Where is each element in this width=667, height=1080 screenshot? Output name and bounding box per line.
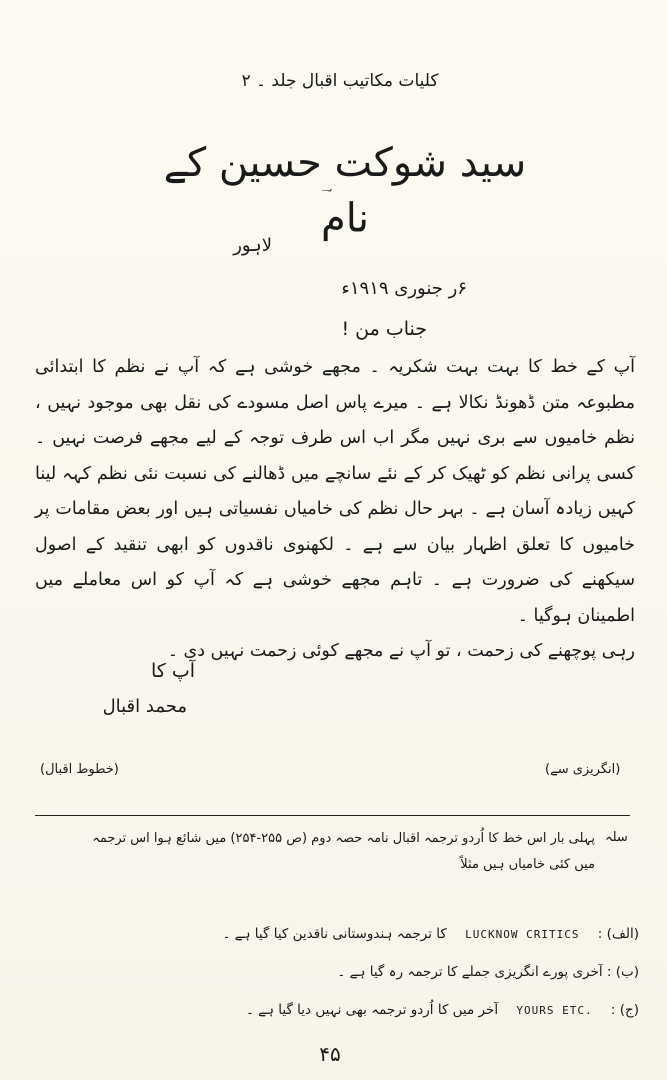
- footnote-divider: [35, 815, 630, 816]
- source-note-translation: (انگریزی سے): [545, 762, 621, 777]
- source-note-book: (خطوط اقبال): [40, 762, 119, 777]
- letter-place: لاہور: [233, 235, 272, 256]
- footnote-item-label: (الف) :: [597, 926, 639, 942]
- footnote-item-label: (ب) :: [606, 964, 639, 980]
- footnote-item-text: آخر میں کا اُردو ترجمہ بھی نہیں دیا گیا ہے ۔: [245, 1002, 499, 1018]
- page-number: ۴۵: [319, 1042, 341, 1066]
- footnote-item-text: کا ترجمہ ہندوستانی ناقدین کیا گیا ہے ۔: [222, 926, 447, 942]
- footnote-item-english: YOURS ETC.: [516, 1004, 593, 1017]
- footnote-marker: سلہ: [605, 830, 628, 845]
- body-paragraph: آپ کے خط کا بہت بہت شکریہ ۔ مجھے خوشی ہے کہ آپ نے نظم کا ابتدائی مطبوعہ متن ڈھونڈ نکالا ہے ۔ میرے پاس اصل مسودے کی نقل بھی موجود نہیں ، نظم خامیوں سے بری نہیں مگر اب اس طرف توجہ کے لیے مجھے فرصت نہیں ۔ کسی پرانی نظم کو ٹھیک کر کے نئے سانچے میں ڈھالنے کی نسبت نئی نظم کہہ لینا کہیں زیادہ آسان ہے ۔ بہر حال نظم کی خامیاں نفسیاتی ہیں اور بعض مقامات پر خامیوں کا تعلق اظہار بیان سے ہے ۔ لکھنوی ناقدوں کو ابھی تنقید کے اصول سیکھنے کی ضرورت ہے ۔ تاہم مجھے خوشی ہے کہ آپ کو اس معاملے میں اطمینان ہوگیا ۔: [35, 357, 635, 626]
- letter-title-text: سید شوکت حسین کے نام: [163, 140, 527, 242]
- letter-body: [35, 350, 635, 670]
- closing-line: آپ کا: [150, 660, 195, 682]
- footnote-text: پہلی بار اس خط کا اُردو ترجمہ اقبال نامہ حصہ دوم (ص ۲۵۵-۲۵۴) میں شائع ہوا اس ترجمہ میں کئی خامیاں ہیں مثلاً: [92, 831, 595, 872]
- footnote-item-english: LUCKNOW CRITICS: [465, 928, 580, 941]
- footnote-item: [222, 926, 639, 942]
- salutation: جناب من !: [341, 318, 427, 340]
- letter-date: ۶ر جنوری ۱۹۱۹ء: [341, 278, 467, 299]
- letter-title: [140, 140, 550, 241]
- footnote-item: [246, 1002, 639, 1018]
- body-paragraph: رہی پوچھنے کی زحمت ، تو آپ نے مجھے کوئی زحمت نہیں دی ۔: [167, 641, 635, 661]
- running-head: کلیات مکاتیب اقبال جلد ۔ ۲: [241, 71, 439, 91]
- footnote-item: [337, 964, 639, 980]
- signature-name: محمد اقبال: [102, 696, 187, 717]
- footnote-item-label: (ج) :: [610, 1002, 639, 1018]
- footnote-item-text: آخری پورے انگریزی جملے کا ترجمہ رہ گیا ہے ۔: [337, 964, 603, 980]
